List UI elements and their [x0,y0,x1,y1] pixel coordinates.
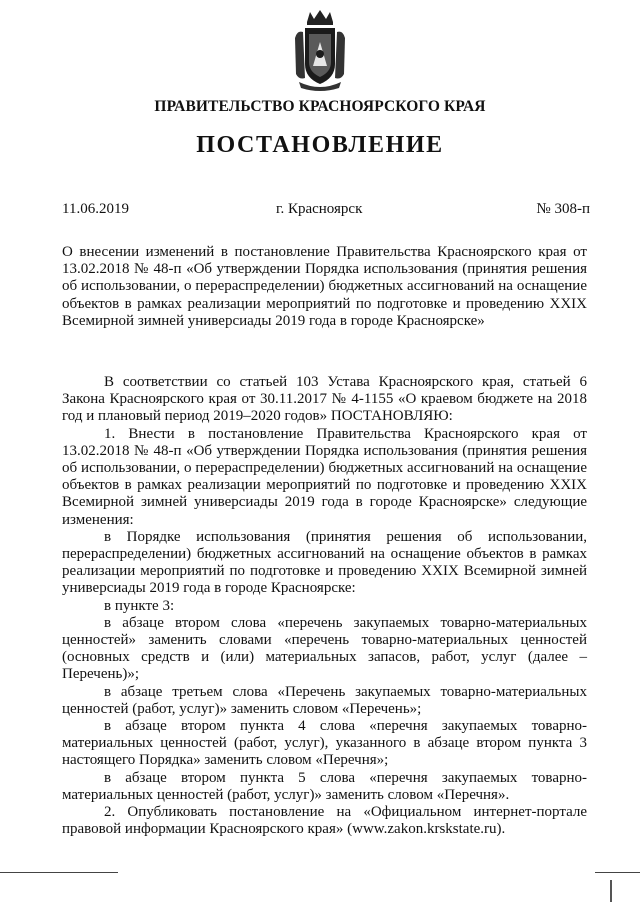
document-number: № 308-п [536,201,590,217]
amendment-paragraph: в абзаце третьем слова «Перечень закупаемых товарно-материальных ценностей (работ, услуг)» заменить словом «Перечень»; [62,683,587,717]
document-type: ПОСТАНОВЛЕНИЕ [196,132,444,158]
clause-1-paragraph: 1. Внести в постановление Правительства Красноярского края от 13.02.2018 № 48-п «Об утверждении Порядка использования (принятия решения об использовании, о перераспределении) бюджетных ассигнований на оснащение объектов в рамках реализации мероприятий по подготовке и проведению XXIX Всемирной зимней универсиады 2019 года в городе Красноярске» следующие изменения: [62,425,587,528]
amendment-paragraph: в абзаце втором слова «перечень закупаемых товарно-материальных ценностей» заменить словами «перечень товарно-материальных ценностей (основных средств и (или) материальных запасов, работ, услуг (далее – Перечень)»; [62,614,587,683]
clause-2-paragraph: 2. Опубликовать постановление на «Официальном интернет-портале правовой информации Красноярского края» (www.zakon.krskstate.ru). [62,804,587,838]
amendment-paragraph: в Порядке использования (принятия решения об использовании, перераспределении) бюджетных ассигнований на оснащение объектов в рамках реализации мероприятий по подготовке и проведению XXIX Всемирной зимней универсиады 2019 года в городе Красноярске: [62,528,587,597]
scan-edge-line [0,872,118,873]
document-city: г. Красноярск [276,201,363,217]
resolution-body [62,374,587,838]
amendment-paragraph: в пункте 3: [104,597,175,614]
resolution-title: О внесении изменений в постановление Правительства Красноярского края от 13.02.2018 № 48-п «Об утверждении Порядка использования (принятия решения об использовании, о перераспределении) бюджетных ассигнований на оснащение объектов в рамках реализации мероприятий по подготовке и проведению XXIX Всемирной зимней универсиады 2019 года в городе Красноярске» [62,244,587,329]
coat-of-arms-icon [293,8,347,92]
amendment-paragraph: в абзаце втором пункта 4 слова «перечня закупаемых товарно-материальных ценностей (работ, услуг), указанного в абзаце втором пункта 3 настоящего Порядка» заменить словом «Перечня»; [62,718,587,769]
amendment-paragraph: в абзаце втором пункта 5 слова «перечня закупаемых товарно-материальных ценностей (работ, услуг)» заменить словом «Перечня». [62,769,587,803]
authority-title: ПРАВИТЕЛЬСТВО КРАСНОЯРСКОГО КРАЯ [154,98,486,115]
scan-edge-line [595,872,640,873]
document-date: 11.06.2019 [62,201,129,217]
scan-edge-mark [610,880,612,902]
preamble-paragraph: В соответствии со статьей 103 Устава Красноярского края, статьей 6 Закона Красноярского края от 30.11.2017 № 4-1155 «О краевом бюджете на 2018 год и плановый период 2019–2020 годов» ПОСТАНОВЛЯЮ: [62,374,587,425]
